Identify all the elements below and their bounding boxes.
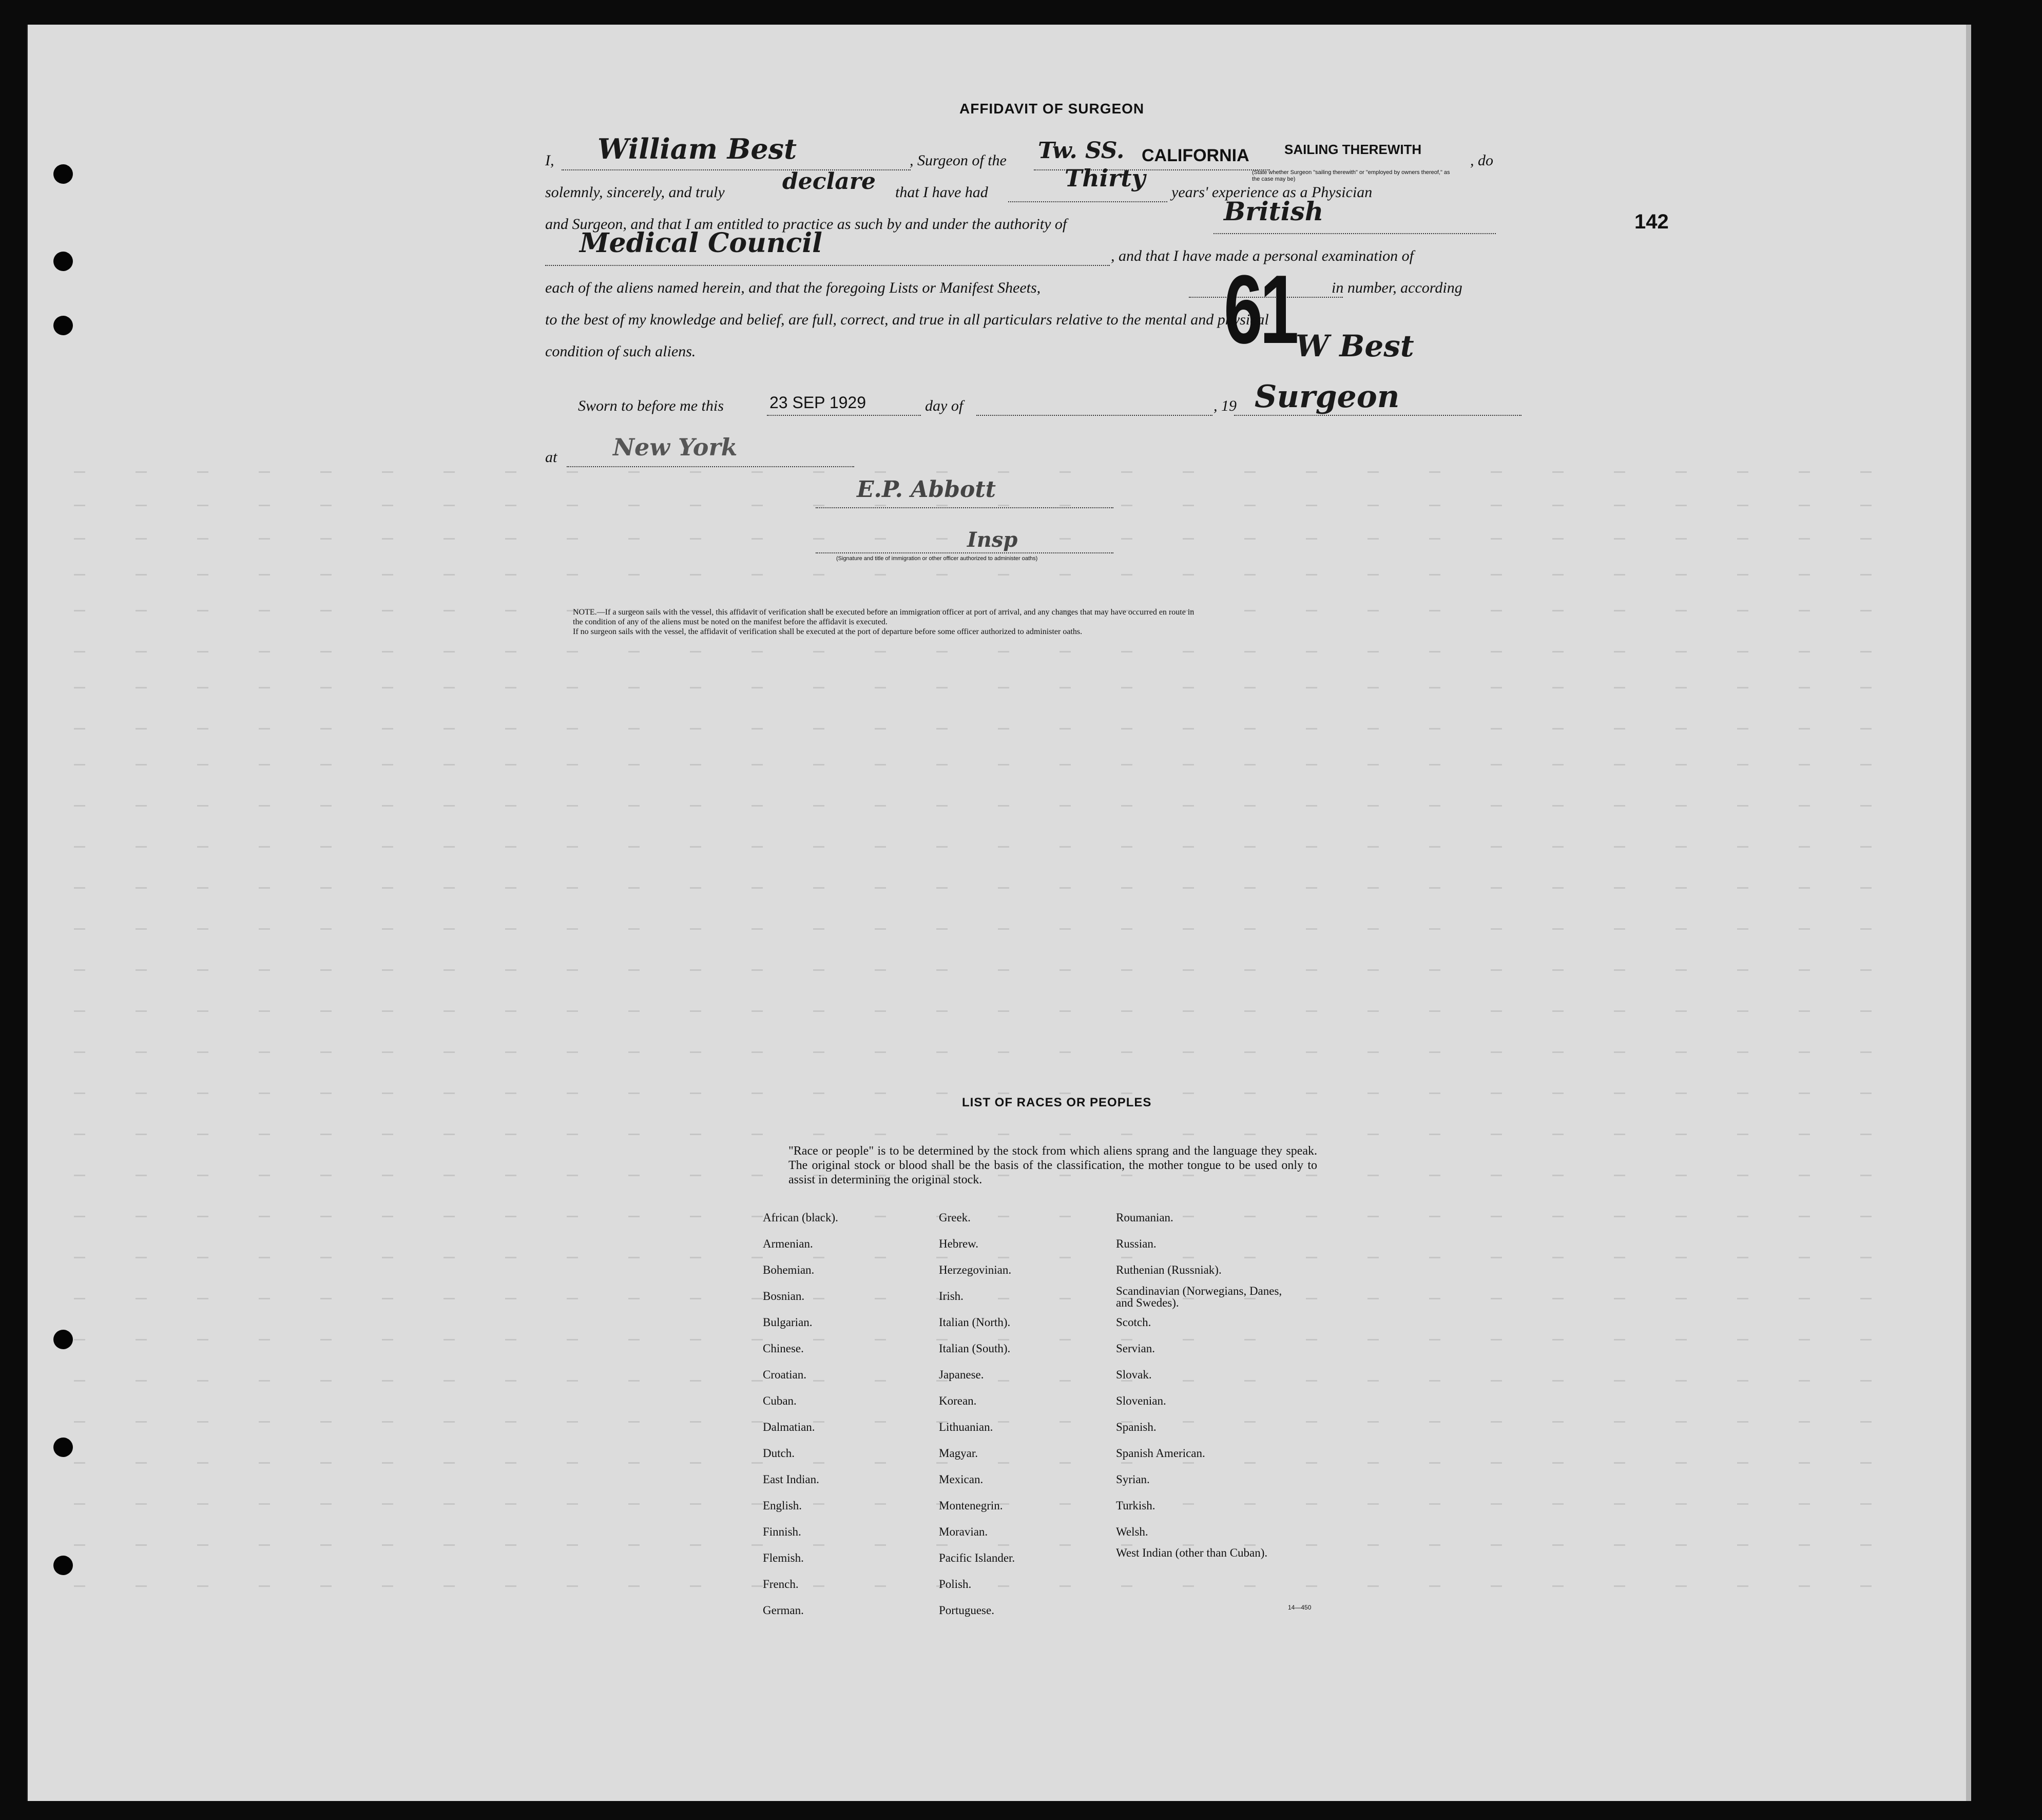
page-number: 142 xyxy=(1634,210,1669,233)
race-item: Korean. xyxy=(939,1394,977,1407)
surgeon-signature-title: Surgeon xyxy=(1255,379,1400,415)
binder-hole xyxy=(53,1438,73,1457)
manifest-sheet xyxy=(27,25,1968,1801)
race-item: Pacific Islander. xyxy=(939,1551,1015,1564)
race-item: Servian. xyxy=(1116,1342,1155,1355)
note-line-1: NOTE.—If a surgeon sails with the vessel, this affidavit of verification shall be executed before an immigration officer at port of arrival, and any changes that may have occurred en route in xyxy=(573,608,1195,617)
binder-hole xyxy=(53,1330,73,1349)
race-item: Portuguese. xyxy=(939,1604,994,1617)
races-column-1 xyxy=(763,1204,838,1623)
line5-b: in number, according xyxy=(1332,279,1462,296)
at-label: at xyxy=(545,449,557,466)
race-item: English. xyxy=(763,1499,802,1512)
line5-a: each of the aliens named herein, and that the foregoing Lists or Manifest Sheets, xyxy=(545,279,1041,296)
declare-handwritten: declare xyxy=(782,168,876,195)
line4-a: , and that I have made a personal examination of xyxy=(1111,247,1414,264)
sworn-b: day of xyxy=(925,397,964,414)
race-item: Montenegrin. xyxy=(939,1499,1003,1512)
race-item: Lithuanian. xyxy=(939,1421,993,1433)
race-item: Irish. xyxy=(939,1290,964,1302)
race-item: Herzegovinian. xyxy=(939,1263,1012,1276)
authority-handwritten-2: Medical Council xyxy=(580,227,822,259)
line1-i: I, xyxy=(545,152,554,169)
vessel-prefix-handwritten: Tw. SS. xyxy=(1038,138,1125,164)
officer-caption: (Signature and title of immigration or other officer authorized to administer oaths) xyxy=(836,555,1038,562)
affidavit-title: AFFIDAVIT OF SURGEON xyxy=(959,101,1145,117)
officer-signature: E.P. Abbott xyxy=(857,476,996,503)
note-line-3: If no surgeon sails with the vessel, the affidavit of verification shall be executed at the port of departure before some officer authorized to administer oaths. xyxy=(573,627,1083,636)
years-handwritten: Thirty xyxy=(1065,164,1146,192)
race-item: Armenian. xyxy=(763,1237,813,1250)
line7: condition of such aliens. xyxy=(545,343,696,360)
race-item: Mexican. xyxy=(939,1473,984,1486)
race-item: Dutch. xyxy=(763,1447,795,1460)
race-item: Magyar. xyxy=(939,1447,978,1460)
binder-hole xyxy=(53,252,73,271)
race-item: Moravian. xyxy=(939,1525,988,1538)
sworn-c: , 19 xyxy=(1213,397,1237,414)
race-item: Welsh. xyxy=(1116,1525,1148,1538)
races-intro: "Race or people" is to be determined by the stock from which aliens sprang and the language they speak. The original stock or blood shall be the basis of the classification, the mother tongue to be used only to assist in determining the original stock. xyxy=(788,1144,1317,1186)
race-item: French. xyxy=(763,1578,799,1591)
race-item: Flemish. xyxy=(763,1551,804,1564)
line1-surgeon-of: , Surgeon of the xyxy=(910,152,1007,169)
race-item: Bosnian. xyxy=(763,1290,805,1302)
line2-a: solemnly, sincerely, and truly xyxy=(545,184,725,201)
races-column-3 xyxy=(1116,1204,1290,1571)
race-item: Croatian. xyxy=(763,1368,806,1381)
line1-do: , do xyxy=(1470,152,1493,169)
race-item: Spanish American. xyxy=(1116,1447,1205,1460)
sailing-therewith-stamp: SAILING THEREWITH xyxy=(1284,142,1422,157)
race-item: Hebrew. xyxy=(939,1237,979,1250)
race-item: Syrian. xyxy=(1116,1473,1150,1486)
race-item: African (black). xyxy=(763,1211,838,1224)
race-item: Roumanian. xyxy=(1116,1211,1173,1224)
form-number: 14—450 xyxy=(1288,1604,1312,1611)
race-item: East Indian. xyxy=(763,1473,819,1486)
race-item: Slovenian. xyxy=(1116,1394,1166,1407)
race-item: Bohemian. xyxy=(763,1263,815,1276)
race-item: Italian (South). xyxy=(939,1342,1011,1355)
place-handwritten: New York xyxy=(613,433,738,461)
affidavit-note xyxy=(573,607,1528,637)
race-item: Japanese. xyxy=(939,1368,984,1381)
line2-c: years' experience as a Physician xyxy=(1171,184,1373,201)
race-item: West Indian (other than Cuban). xyxy=(1116,1546,1268,1559)
race-item: Cuban. xyxy=(763,1394,797,1407)
officer-title: Insp xyxy=(967,528,1018,552)
line2-b: that I have had xyxy=(895,184,988,201)
race-item: German. xyxy=(763,1604,804,1617)
race-item: Scandinavian (Norwegians, Danes, and Swedes). xyxy=(1116,1285,1282,1309)
race-item: Finnish. xyxy=(763,1525,801,1538)
binder-hole xyxy=(53,316,73,335)
race-item: Bulgarian. xyxy=(763,1316,813,1329)
line6: to the best of my knowledge and belief, are full, correct, and true in all particulars relative to the mental and physical xyxy=(545,311,1269,328)
sheet-count: 61 xyxy=(1224,255,1296,364)
race-item: Ruthenian (Russniak). xyxy=(1116,1263,1222,1276)
race-item: Greek. xyxy=(939,1211,971,1224)
races-title: LIST OF RACES OR PEOPLES xyxy=(962,1096,1152,1109)
race-item: Turkish. xyxy=(1116,1499,1155,1512)
race-item: Italian (North). xyxy=(939,1316,1011,1329)
race-item: Russian. xyxy=(1116,1237,1157,1250)
note-line-2: the condition of any of the aliens must be noted on the manifest before the affidavit is executed. xyxy=(573,618,888,626)
surgeon-signature: W Best xyxy=(1296,329,1414,363)
surgeon-name-handwritten: William Best xyxy=(598,132,797,165)
race-item: Slovak. xyxy=(1116,1368,1152,1381)
sworn-a: Sworn to before me this xyxy=(578,397,724,414)
line3: and Surgeon, and that I am entitled to practice as such by and under the authority of xyxy=(545,216,1067,233)
race-item: Spanish. xyxy=(1116,1421,1157,1433)
races-column-2 xyxy=(939,1204,1015,1623)
vessel-note: (State whether Surgeon "sailing therewith" or "employed by owners thereof," as the case may be) xyxy=(1252,169,1450,182)
race-item: Scotch. xyxy=(1116,1316,1151,1329)
race-item: Polish. xyxy=(939,1578,972,1591)
binder-hole xyxy=(53,1556,73,1575)
date-stamp: 23 SEP 1929 xyxy=(769,393,866,412)
vessel-name: CALIFORNIA xyxy=(1142,146,1249,165)
binder-hole xyxy=(53,164,73,184)
race-item: Chinese. xyxy=(763,1342,804,1355)
race-item: Dalmatian. xyxy=(763,1421,815,1433)
authority-handwritten-1: British xyxy=(1224,196,1324,226)
